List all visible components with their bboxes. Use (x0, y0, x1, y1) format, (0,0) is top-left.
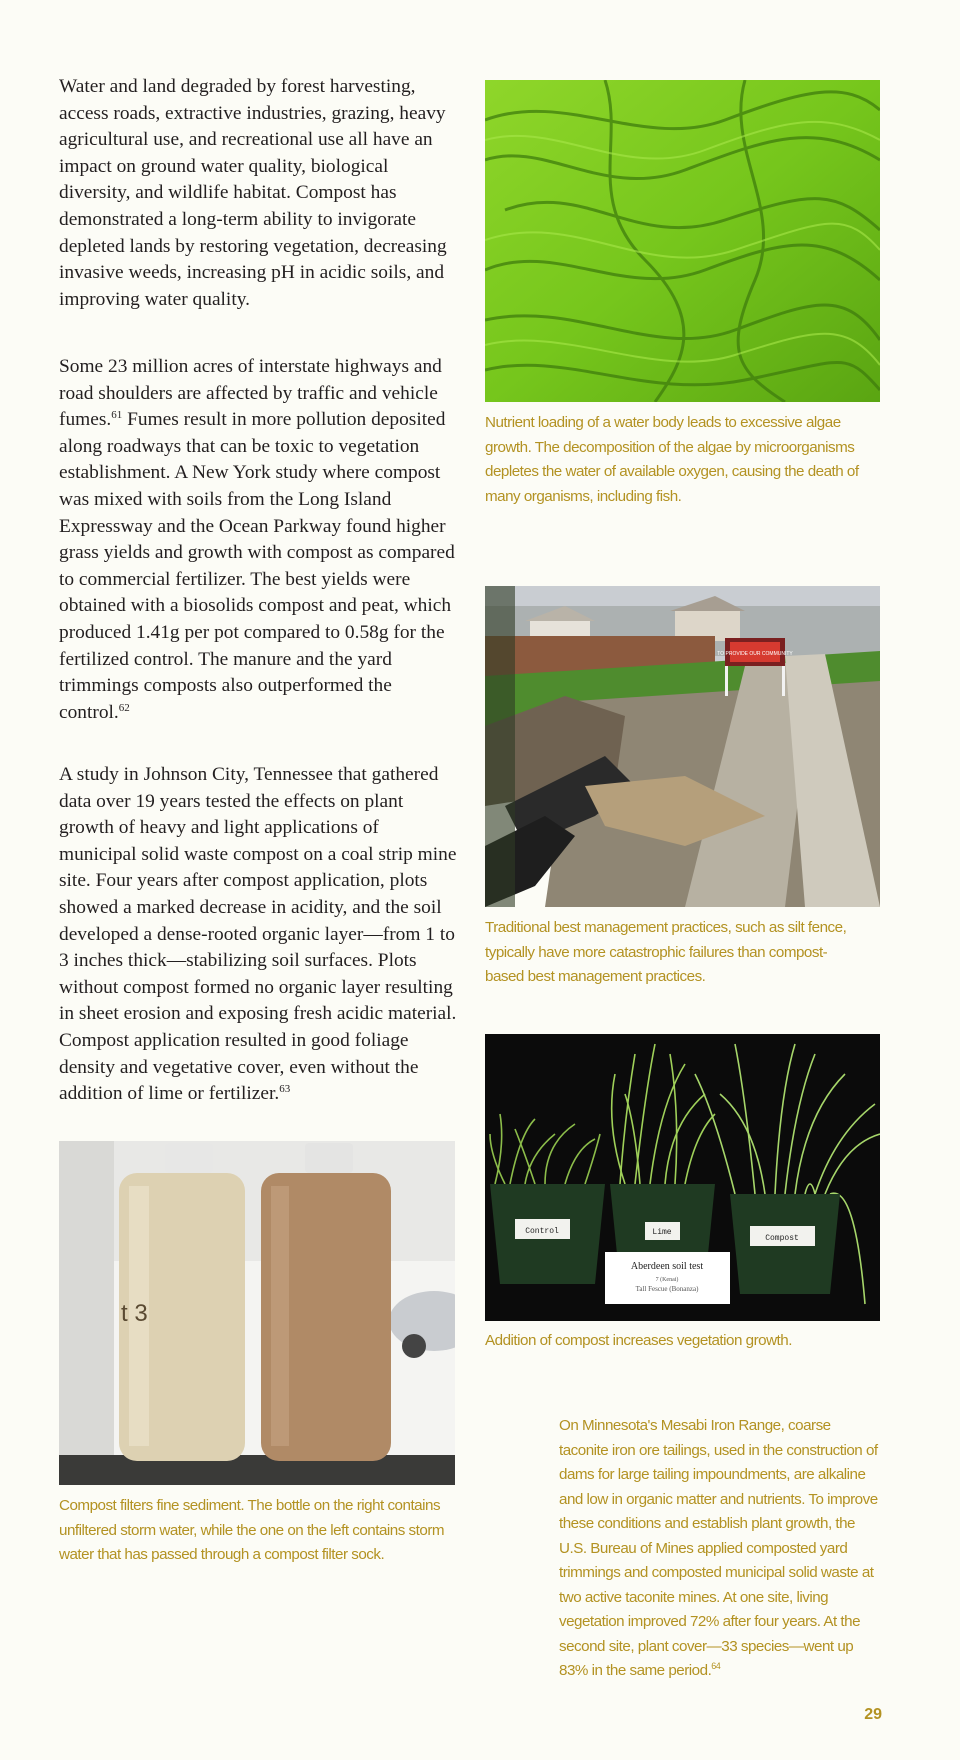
algae-photo (485, 80, 880, 402)
footnote-ref-64: 64 (711, 1661, 721, 1671)
soil-test-card-line-2: 7 (Kenai) (655, 1277, 679, 1283)
body-paragraph-1: Water and land degraded by forest harvesting, access roads, extractive industries, grazing, heavy agricultural use, and recreational use all have an impact on ground water quality, biological diversity, and wildlife habitat. Compost has demonstrated a long-term ability to invigorate depleted lands by restoring vegetation, decreasing invasive weeds, increasing pH in acidic soils, and improving water quality. (59, 76, 447, 310)
caption-grass-pots: Addition of compost increases vegetation growth. (485, 1332, 792, 1349)
paragraph-3-text: A study in Johnson City, Tennessee that gathered data over 19 years tested the effects on plant growth of heavy and light applications of municipal solid waste compost on a coal strip mine site. Four years after compost application, plots showed a marked decrease in acidity, and the soil developed a dense-rooted organic layer—from 1 to 3 inches thick—stabilizing soil surfaces. Plots without compost formed no organic layer resulting in sheet erosion and exposing fresh acidic material. Compost application resulted in good foliage density and vegetative cover, even without the addition of lime or fertilizer. (59, 764, 457, 1105)
road-sign-text: TO PROVIDE OUR COMMUNITY (717, 651, 793, 657)
soil-test-card-title: Aberdeen soil test (630, 1261, 704, 1272)
caption-algae: Nutrient loading of a water body leads to excessive algae growth. The decomposition of the algae by microorganisms depletes the water of available oxygen, causing the death of many organisms, including fish. (485, 414, 859, 505)
footnote-ref-63: 63 (279, 1083, 291, 1096)
footnote-ref-62: 62 (118, 701, 130, 714)
bottles-photo (59, 1141, 455, 1485)
footnote-ref-61: 61 (111, 409, 123, 422)
sidebar-text: On Minnesota's Mesabi Iron Range, coarse taconite iron ore tailings, used in the construction of dams for large tailing impoundments, are alkaline and low in organic matter and nutrients. To improve these conditions and establish plant growth, the U.S. Bureau of Mines applied composted yard trimmings and composted municipal solid waste at two active taconite mines. At one site, living vegetation improved 72% after four years. At the second site, plant cover—33 species—went up 83% in the same period. (559, 1417, 878, 1679)
grass-pots-photo (485, 1034, 880, 1321)
body-paragraph-3 (59, 762, 459, 1108)
pot-label-compost: Compost (765, 1234, 799, 1243)
bottle-handwriting: t 3 (121, 1300, 148, 1327)
paragraph-2-text: Some 23 million acres of interstate highways and road shoulders are affected by traffic and vehicle fumes. (59, 356, 442, 431)
silt-fence-photo (485, 586, 880, 907)
paragraph-2-continuation: Fumes result in more pollution deposited along roadways that can be toxic to vegetation establishment. A New York study where compost was mixed with soils from the Long Island Expressway and the Ocean Parkway found higher grass yields and growth with compost as compared to commercial fertilizer. The best yields were obtained with a biosolids compost and peat, which produced 1.41g per pot compared to 0.58g for the fertilized control. The manure and the yard trimmings composts also outperformed the control. (59, 409, 455, 723)
pot-label-lime: Lime (652, 1228, 672, 1237)
page-number: 29 (864, 1706, 882, 1723)
pot-label-control: Control (525, 1227, 559, 1236)
body-paragraph-2 (59, 354, 459, 726)
mesabi-sidebar (559, 1414, 879, 1684)
caption-bottles: Compost filters fine sediment. The bottle on the right contains unfiltered storm water, while the one on the left contains storm water that has passed through a compost filter sock. (59, 1497, 445, 1563)
soil-test-card-line-3: Tall Fescue (Bonanza) (635, 1285, 699, 1293)
caption-silt-fence: Traditional best management practices, such as silt fence, typically have more catastrophic failures than compost-based best management practices. (485, 919, 847, 985)
